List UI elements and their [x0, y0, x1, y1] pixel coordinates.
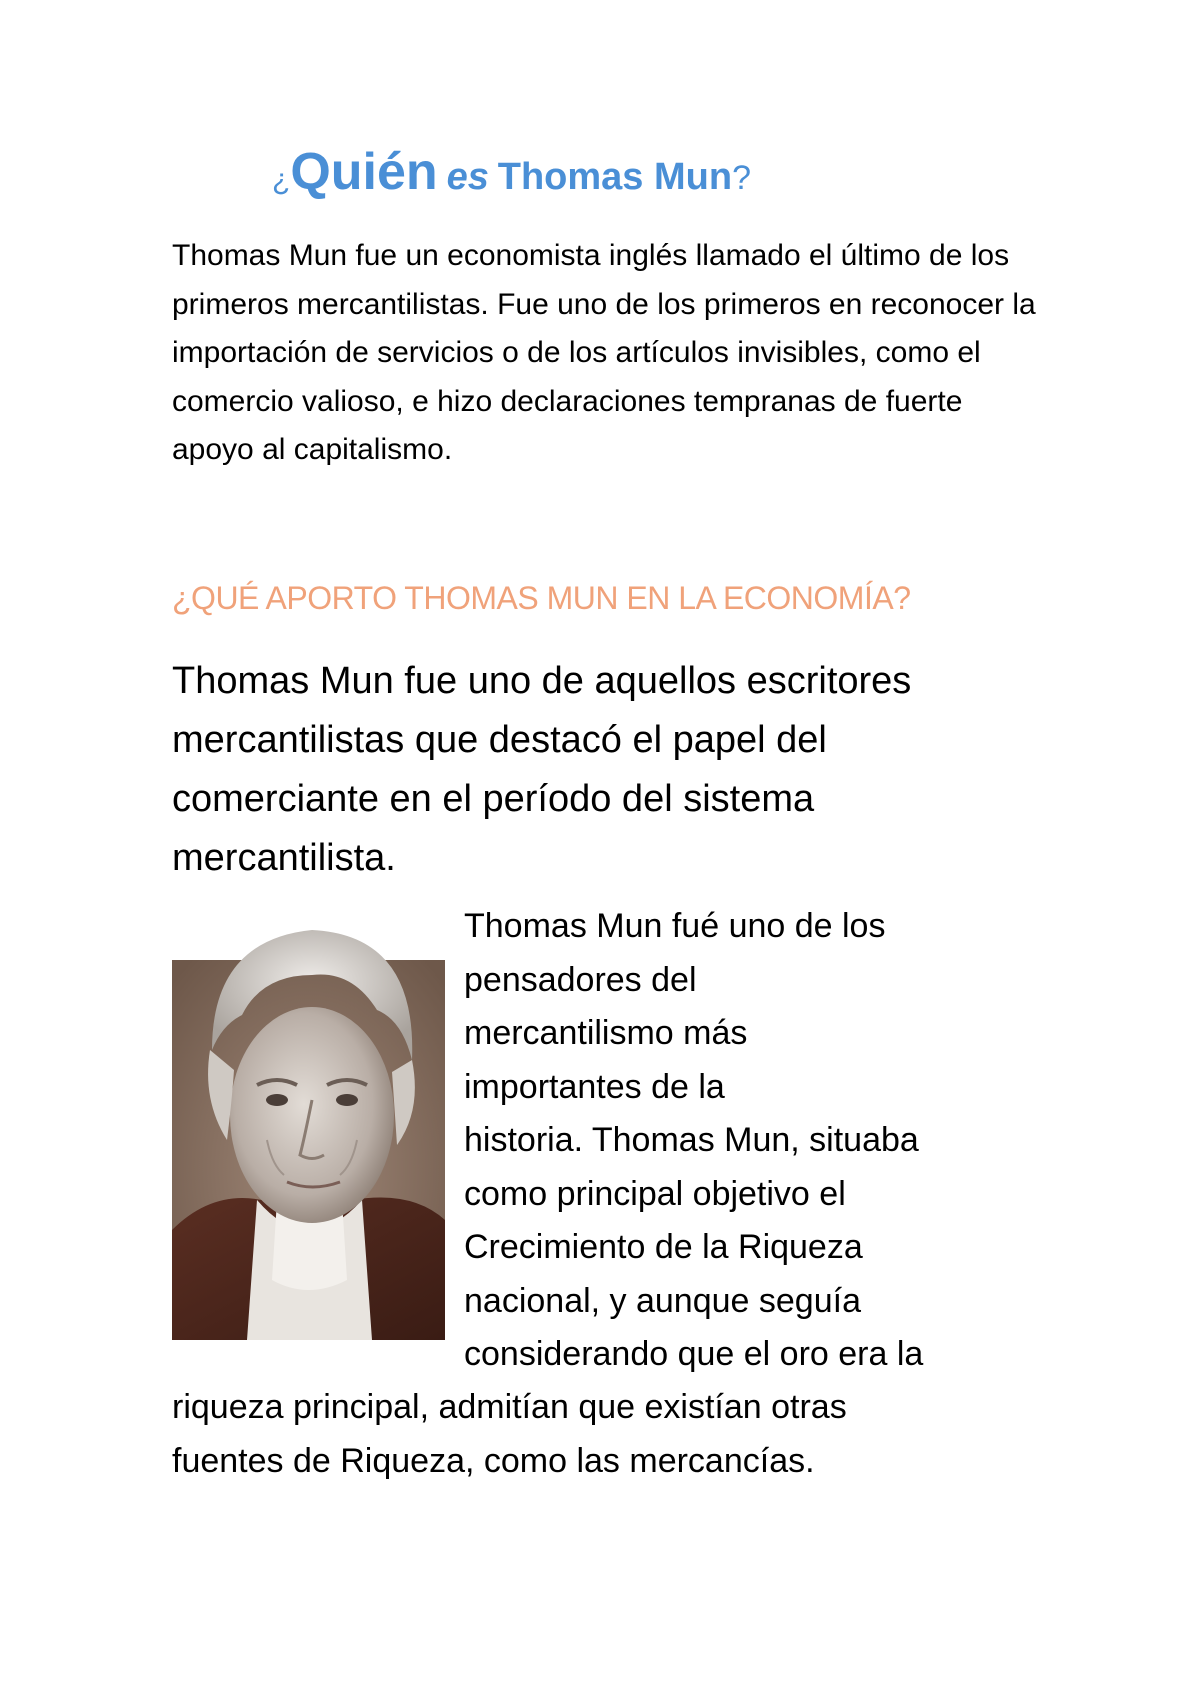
wrapped-line: mercantilismo más — [464, 1014, 748, 1052]
continued-line: riqueza principal, admitían que existían otras — [172, 1388, 847, 1426]
wrapped-line: considerando que el oro era la — [464, 1335, 924, 1373]
continued-paragraph — [172, 1381, 1072, 1488]
portrait-photo-icon — [172, 900, 445, 1340]
title-open-mark: ¿ — [272, 163, 291, 196]
wrapped-paragraph — [464, 900, 1024, 1382]
section-heading: ¿QUÉ APORTO THOMAS MUN EN LA ECONOMÍA? — [172, 580, 911, 616]
title-word-es: es — [446, 156, 489, 198]
continued-line: fuentes de Riqueza, como las mercancías. — [172, 1441, 815, 1480]
title-word-quien: Quién — [290, 143, 438, 201]
title-close-mark: ? — [732, 159, 751, 197]
intro-paragraph: Thomas Mun fue un economista inglés llamado el último de los primeros mercantilistas. Fue uno de los primeros en reconocer la importación de servicios o de los artículos invisibles, como el comercio valioso, e hizo declaraciones tempranas de fuerte apoyo al capitalismo. — [172, 239, 1036, 466]
wrapped-line: como principal objetivo el — [464, 1174, 846, 1213]
lead-paragraph: Thomas Mun fue uno de aquellos escritores mercantilistas que destacó el papel del comerciante en el período del sistema mercantilista. — [172, 660, 912, 879]
title-word-name: Thomas Mun — [497, 156, 733, 198]
wrapped-line: pensadores del — [464, 960, 697, 999]
wrapped-line: Crecimiento de la Riqueza — [464, 1228, 863, 1266]
portrait-image — [172, 900, 445, 1340]
wrapped-line: importantes de la — [464, 1067, 725, 1106]
wrapped-line: historia. Thomas Mun, situaba — [464, 1121, 919, 1159]
wrapped-line: nacional, y aunque seguía — [464, 1281, 861, 1320]
page-title — [272, 143, 751, 201]
wrapped-line: Thomas Mun fué uno de los — [464, 907, 886, 945]
